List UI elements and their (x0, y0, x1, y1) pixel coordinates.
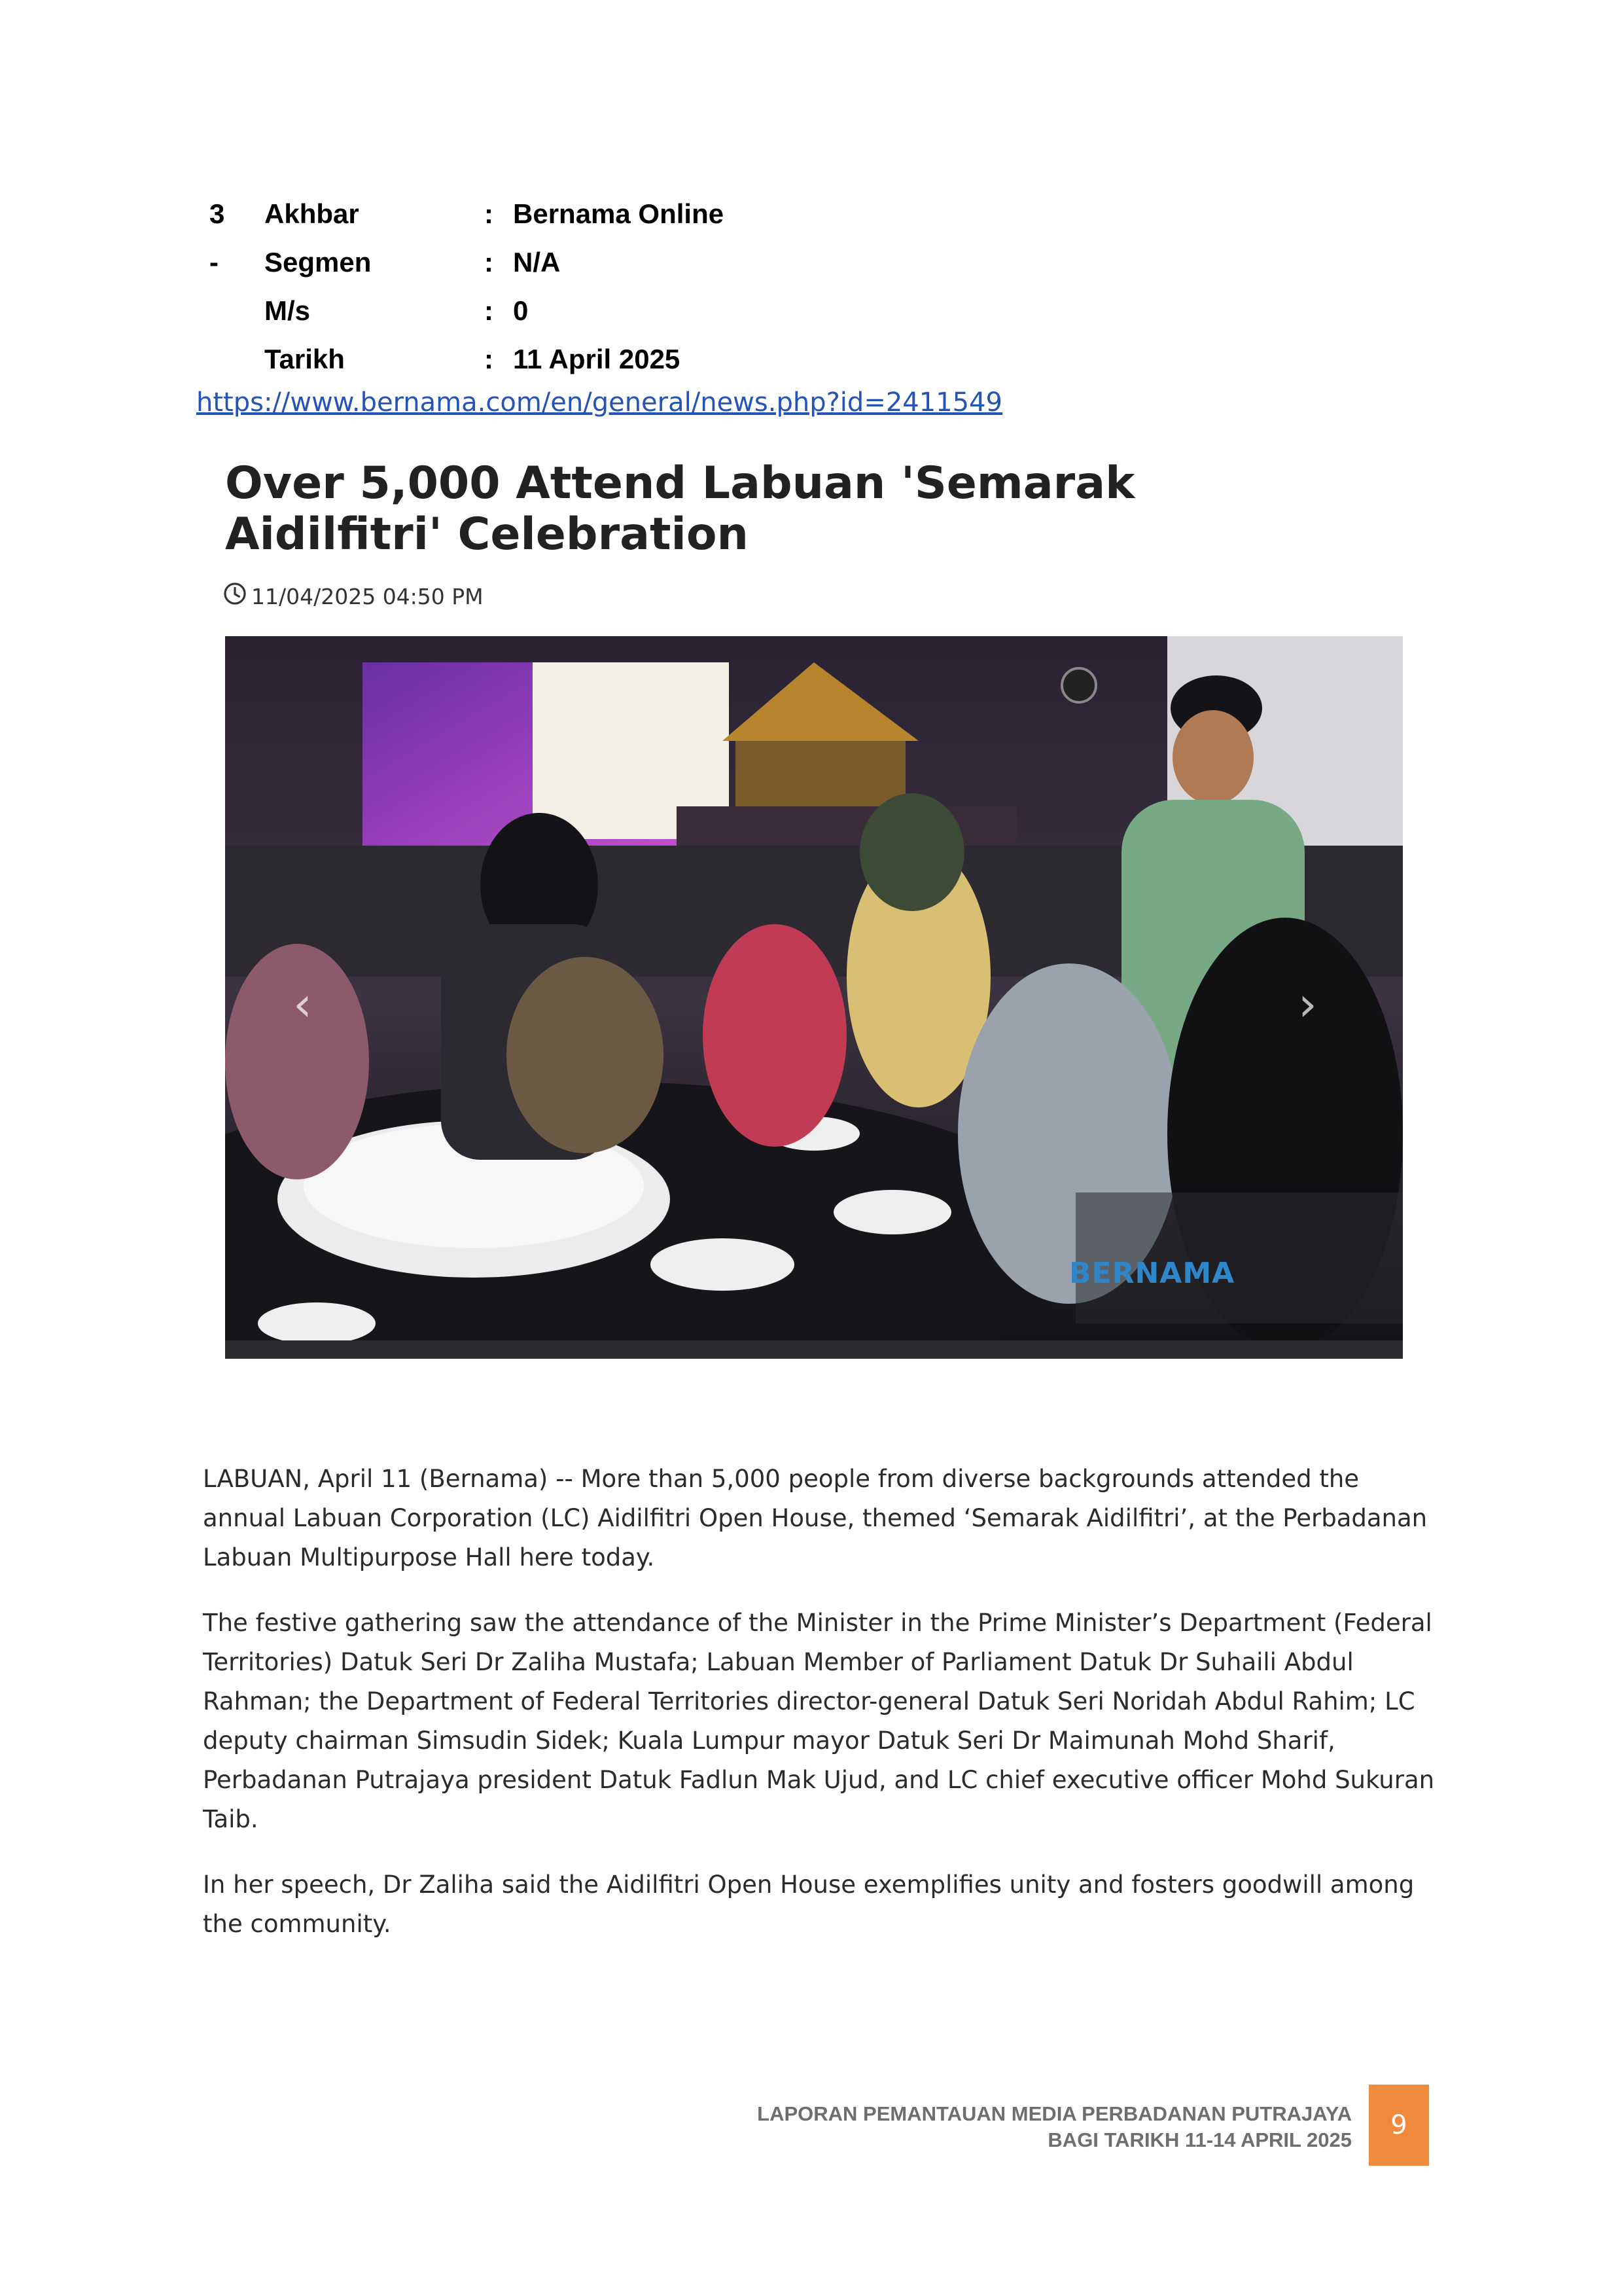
chevron-right-icon[interactable]: › (1298, 977, 1317, 1031)
source-link[interactable]: https://www.bernama.com/en/general/news.php?id=2411549 (196, 387, 1002, 418)
meta-value: 11 April 2025 (513, 344, 680, 374)
article-headline: Over 5,000 Attend Labuan 'Semarak Aidilfitri' Celebration (225, 457, 1135, 560)
meta-label: Akhbar (264, 198, 359, 229)
article-paragraph: LABUAN, April 11 (Bernama) -- More than 5,000 people from diverse backgrounds attended the annual Labuan Corporation (LC) Aidilfitri Open House, themed ‘Semarak Aidilfitri’, at the Perbadanan Labuan Multipurpose Hall here today. (203, 1465, 1428, 1571)
footer-line: LAPORAN PEMANTAUAN MEDIA PERBADANAN PUTRAJAYA (757, 2102, 1352, 2125)
article-paragraph: The festive gathering saw the attendance of the Minister in the Prime Minister’s Department (Federal Territories) Datuk Seri Dr Zaliha Mustafa; Labuan Member of Parliament Datuk Dr Suhaili Abdul Rahman; the Department of Federal Territories director-general Datuk Seri Noridah Abdul Rahim; LC deputy chairman Simsudin Sidek; Kuala Lumpur mayor Datuk Seri Dr Maimunah Mohd Sharif, Perbadanan Putrajaya president Datuk Fadlun Mak Ujud, and LC chief executive officer Mohd Sukuran Taib. (203, 1609, 1435, 1833)
meta-label: Tarikh (264, 344, 345, 374)
clock-icon (222, 581, 247, 611)
photo-watermark: BERNAMA (1069, 1257, 1235, 1290)
timestamp-text: 11/04/2025 04:50 PM (251, 583, 484, 609)
meta-value: N/A (513, 247, 561, 278)
meta-colon: : (484, 198, 493, 229)
meta-colon: : (484, 247, 493, 278)
page-number: 9 (1369, 2085, 1429, 2166)
report-footer (589, 2101, 1352, 2153)
meta-colon: : (484, 295, 493, 326)
footer-line: BAGI TARIKH 11-14 APRIL 2025 (1048, 2128, 1352, 2151)
meta-value: 0 (513, 295, 529, 326)
meta-label: M/s (264, 295, 311, 326)
item-number: 3 - (209, 198, 225, 278)
meta-value: Bernama Online (513, 198, 724, 229)
article-body (203, 1460, 1443, 1970)
meta-colon: : (484, 344, 493, 374)
meta-label: Segmen (264, 247, 372, 278)
article-photo (225, 636, 1403, 1359)
chevron-left-icon[interactable]: ‹ (293, 977, 312, 1031)
article-paragraph: In her speech, Dr Zaliha said the Aidilfitri Open House exemplifies unity and fosters goodwill among the community. (203, 1871, 1415, 1938)
article-timestamp (222, 581, 484, 611)
